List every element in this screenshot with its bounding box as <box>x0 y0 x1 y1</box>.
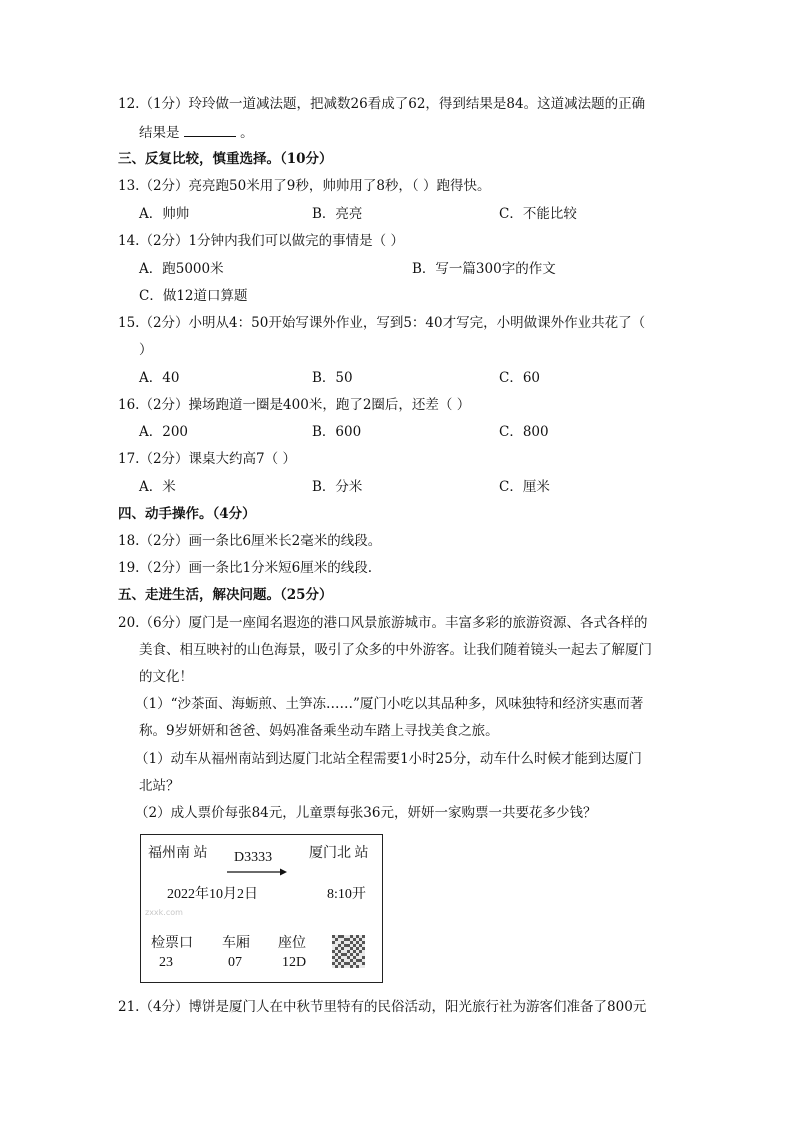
q13-stem: 13.（2分）亮亮跑50米用了9秒，帅帅用了8秒，（ ）跑得快。 <box>118 178 491 194</box>
ticket-from-station: 福州南 站 <box>148 846 208 861</box>
q15-line2: ） <box>139 342 153 358</box>
train-ticket <box>140 834 383 983</box>
qr-code-icon <box>332 935 365 968</box>
ticket-seat-label: 座位 <box>278 936 306 951</box>
answer-blank[interactable] <box>184 122 236 137</box>
watermark: zxxk.com <box>145 908 183 917</box>
q12-line2 <box>139 122 254 143</box>
q17-option-a[interactable]: A．米 <box>139 479 176 495</box>
q16-option-a[interactable]: A．200 <box>139 424 189 440</box>
q14-stem: 14.（2分）1分钟内我们可以做完的事情是（ ） <box>118 233 404 249</box>
ticket-date: 2022年10月2日 <box>167 887 258 902</box>
q15-option-a[interactable]: A．40 <box>139 370 180 386</box>
q16-option-c[interactable]: C．800 <box>499 424 549 440</box>
q12-prefix: 结果是 <box>139 125 180 141</box>
ticket-departure-time: 8:10开 <box>327 887 366 902</box>
q12-suffix: 。 <box>240 125 254 141</box>
q20-line2: 美食、相互映衬的山色海景，吸引了众多的中外游客。让我们随着镜头一起去了解厦门 <box>139 642 652 658</box>
q15-option-b[interactable]: B．50 <box>312 370 353 386</box>
ticket-to-station: 厦门北 站 <box>309 846 369 861</box>
ticket-seat-value: 12D <box>282 955 307 970</box>
q13-option-a[interactable]: A．帅帅 <box>139 206 190 222</box>
ticket-car-value: 07 <box>228 955 242 970</box>
section-5-heading: 五、走进生活，解决问题。（25分） <box>118 587 333 603</box>
q14-option-b[interactable]: B．写一篇300字的作文 <box>412 261 556 277</box>
q20-sub1-line1: （1）动车从福州南站到达厦门北站全程需要1小时25分，动车什么时候才能到达厦门 <box>135 751 642 767</box>
q13-option-b[interactable]: B．亮亮 <box>312 206 363 222</box>
q18-stem: 18.（2分）画一条比6厘米长2毫米的线段。 <box>118 533 382 549</box>
q15-option-c[interactable]: C．60 <box>499 370 541 386</box>
q13-option-c[interactable]: C．不能比较 <box>499 206 577 222</box>
q16-stem: 16.（2分）操场跑道一圈是400米，跑了2圈后，还差（ ） <box>118 397 471 413</box>
ticket-train-number: D3333 <box>234 850 273 865</box>
q20-line1: 20.（6分）厦门是一座闻名遐迩的港口风景旅游城市。丰富多彩的旅游资源、各式各样的 <box>118 615 648 631</box>
q15-line1: 15.（2分）小明从4：50开始写课外作业，写到5：40才写完，小明做课外作业共花了（ <box>118 315 646 331</box>
arrow-right-icon <box>227 867 287 877</box>
ticket-car-label: 车厢 <box>222 936 250 951</box>
ticket-gate-label: 检票口 <box>151 936 193 951</box>
q14-option-a[interactable]: A．跑5000米 <box>139 261 224 277</box>
q20-intro1: （1）“沙茶面、海蛎煎、土笋冻……”厦门小吃以其品种多，风味独特和经济实惠而著 <box>135 696 644 712</box>
ticket-gate-value: 23 <box>159 955 173 970</box>
section-3-heading: 三、反复比较，慎重选择。（10分） <box>118 151 333 167</box>
q12-line1: 12.（1分）玲玲做一道减法题，把减数26看成了62，得到结果是84。这道减法题的正确 <box>118 96 646 112</box>
q17-option-b[interactable]: B．分米 <box>312 479 363 495</box>
q21-line1: 21.（4分）博饼是厦门人在中秋节里特有的民俗活动，阳光旅行社为游客们准备了800元 <box>118 999 647 1015</box>
q19-stem: 19.（2分）画一条比1分米短6厘米的线段. <box>118 560 373 576</box>
q16-option-b[interactable]: B．600 <box>312 424 362 440</box>
q20-intro2: 称。9岁妍妍和爸爸、妈妈准备乘坐动车踏上寻找美食之旅。 <box>139 723 499 739</box>
q17-option-c[interactable]: C．厘米 <box>499 479 550 495</box>
q20-line3: 的文化！ <box>139 669 193 685</box>
section-4-heading: 四、动手操作。（4分） <box>118 506 256 522</box>
q20-sub2: （2）成人票价每张84元，儿童票每张36元，妍妍一家购票一共要花多少钱？ <box>135 805 597 821</box>
q20-sub1-line2: 北站？ <box>139 778 180 794</box>
q14-option-c[interactable]: C．做12道口算题 <box>139 288 248 304</box>
q17-stem: 17.（2分）课桌大约高7（ ） <box>118 451 296 467</box>
